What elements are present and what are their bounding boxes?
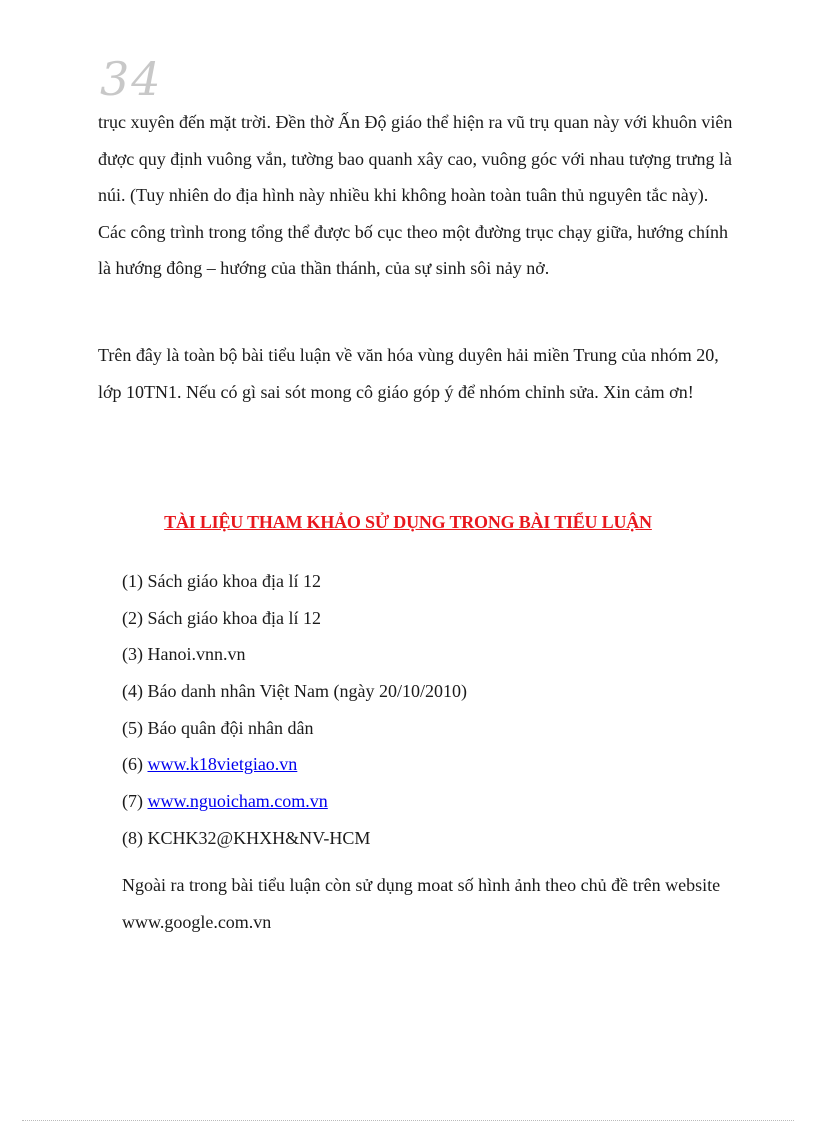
reference-number: (7): [122, 791, 143, 812]
references-heading: TÀI LIỆU THAM KHẢO SỬ DỤNG TRONG BÀI TIỂU LUẬN: [164, 512, 652, 532]
reference-item: [122, 636, 722, 673]
reference-item: [122, 563, 722, 600]
reference-number: (8): [122, 827, 143, 848]
page-bottom-divider: [22, 1120, 794, 1121]
page-number: 34: [100, 52, 163, 106]
reference-number: (3): [122, 644, 143, 665]
reference-item: [122, 820, 722, 857]
conclusion-paragraph: Trên đây là toàn bộ bài tiểu luận về văn hóa vùng duyên hải miền Trung của nhóm 20, lớp 10TN1. Nếu có gì sai sót mong cô giáo góp ý để nhóm chỉnh sửa. Xin cảm ơn!: [98, 345, 719, 402]
reference-item: [122, 600, 722, 637]
reference-number: (1): [122, 571, 143, 591]
reference-item: [122, 783, 722, 820]
reference-text: Sách giáo khoa địa lí 12: [147, 607, 321, 628]
reference-number: (6): [122, 754, 143, 775]
reference-number: (2): [122, 607, 143, 628]
reference-text: Sách giáo khoa địa lí 12: [147, 571, 321, 591]
reference-link[interactable]: www.nguoicham.com.vn: [147, 791, 328, 812]
body-paragraph: trục xuyên đến mặt trời. Đền thờ Ấn Độ giáo thể hiện ra vũ trụ quan này với khuôn viên được quy định vuông vắn, tường bao quanh xây cao, vuông góc với nhau tượng trưng là núi. (Tuy nhiên do địa hình này nhiều khi không hoàn toàn tuân thủ nguyên tắc này). Các công trình trong tổng thể được bố cục theo một đường trục chạy giữa, hướng chính là hướng đông – hướng của thần thánh, của sự sinh sôi nảy nở.: [98, 112, 733, 278]
reference-item: [122, 746, 722, 783]
reference-item: [122, 673, 722, 710]
reference-number: (5): [122, 717, 143, 738]
reference-text: Hanoi.vnn.vn: [147, 644, 246, 665]
reference-text: Báo quân đội nhân dân: [147, 717, 314, 738]
reference-item: [122, 710, 722, 747]
references-list: [122, 563, 722, 857]
reference-text: Báo danh nhân Việt Nam (ngày 20/10/2010): [147, 681, 468, 702]
reference-text: KCHK32@KHXH&NV-HCM: [147, 827, 371, 848]
reference-number: (4): [122, 681, 143, 702]
reference-link[interactable]: www.k18vietgiao.vn: [147, 754, 298, 775]
references-note: Ngoài ra trong bài tiểu luận còn sử dụng moat số hình ảnh theo chủ đề trên website www.google.com.vn: [122, 875, 721, 932]
